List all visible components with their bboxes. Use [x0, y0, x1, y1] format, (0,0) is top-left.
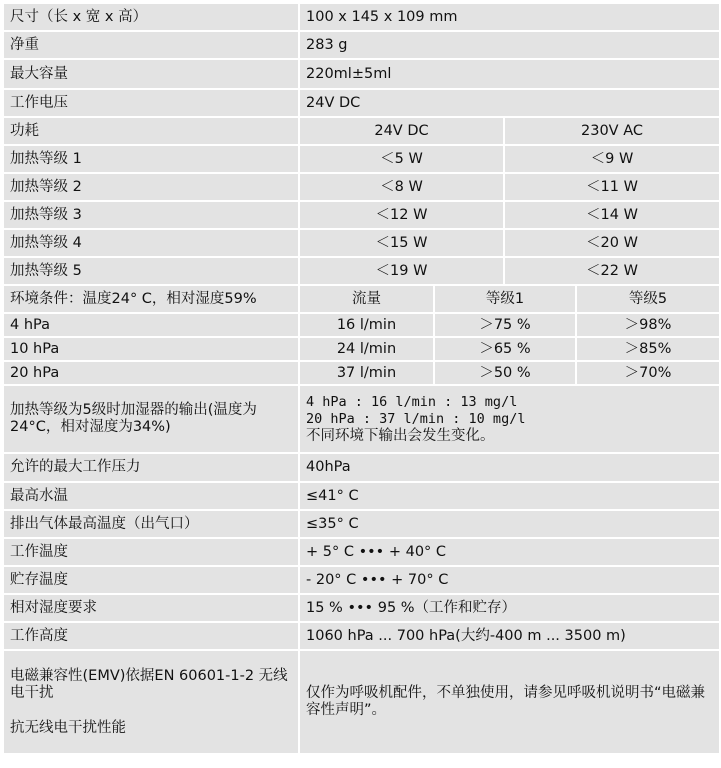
spec-value: ≤35° C [299, 510, 720, 538]
level1-value: ＞65 % [434, 337, 576, 361]
spec-value: 1060 hPa ... 700 hPa(大约-400 m ... 3500 m) [299, 622, 720, 650]
emc-label-1: 电磁兼容性(EMV)依据EN 60601-1-2 无线电干扰 [10, 667, 288, 701]
spec-value: 220ml±5ml [299, 59, 720, 89]
power-col-230v: 230V AC [504, 117, 720, 145]
spec-label: 尺寸（长 x 宽 x 高） [3, 3, 299, 31]
power-24v-value: ＜5 W [299, 145, 504, 173]
spec-value: + 5° C ••• + 40° C [299, 538, 720, 566]
spec-label: 净重 [3, 31, 299, 59]
level1-value: ＞50 % [434, 361, 576, 385]
spec-value: 24V DC [299, 89, 720, 117]
emc-label-2: 抗无线电干扰性能 [10, 719, 126, 736]
spec-label: 工作电压 [3, 89, 299, 117]
heating-level-label: 加热等级 3 [3, 201, 299, 229]
power-230v-value: ＜9 W [504, 145, 720, 173]
flow-value: 24 l/min [299, 337, 434, 361]
power-col-24v: 24V DC [299, 117, 504, 145]
output-row [3, 385, 720, 453]
humidity-col-flow: 流量 [299, 285, 434, 313]
table-row [3, 229, 720, 257]
table-row [3, 31, 720, 59]
output-note: 不同环境下输出会发生变化。 [306, 427, 495, 444]
spec-value: 15 % ••• 95 %（工作和贮存） [299, 594, 720, 622]
spec-value: 100 x 145 x 109 mm [299, 3, 720, 31]
humidity-col-level5: 等级5 [576, 285, 720, 313]
table-row [3, 3, 720, 31]
pressure-label: 10 hPa [3, 337, 299, 361]
spec-label: 最大容量 [3, 59, 299, 89]
level5-value: ＞85% [576, 337, 720, 361]
emc-labels [3, 650, 299, 754]
power-230v-value: ＜11 W [504, 173, 720, 201]
output-value [299, 385, 720, 453]
pressure-label: 4 hPa [3, 313, 299, 337]
table-row [3, 453, 720, 482]
emc-row [3, 650, 720, 754]
heating-level-label: 加热等级 1 [3, 145, 299, 173]
table-row [3, 361, 720, 385]
flow-value: 16 l/min [299, 313, 434, 337]
spec-label: 相对湿度要求 [3, 594, 299, 622]
table-row [3, 257, 720, 285]
power-header-row [3, 117, 720, 145]
power-24v-value: ＜12 W [299, 201, 504, 229]
spec-value: 283 g [299, 31, 720, 59]
table-row [3, 173, 720, 201]
table-row [3, 89, 720, 117]
table-row [3, 482, 720, 510]
level5-value: ＞98% [576, 313, 720, 337]
power-230v-value: ＜22 W [504, 257, 720, 285]
emc-value: 仅作为呼吸机配件，不单独使用，请参见呼吸机说明书“电磁兼容性声明”。 [299, 650, 720, 754]
spec-value: - 20° C ••• + 70° C [299, 566, 720, 594]
power-24v-value: ＜15 W [299, 229, 504, 257]
table-row [3, 594, 720, 622]
table-row [3, 538, 720, 566]
level5-value: ＞70% [576, 361, 720, 385]
power-230v-value: ＜14 W [504, 201, 720, 229]
spec-table [2, 2, 721, 755]
output-line-2: 20 hPa : 37 l/min : 10 mg/l [306, 410, 526, 427]
table-row [3, 510, 720, 538]
pressure-label: 20 hPa [3, 361, 299, 385]
spec-label: 贮存温度 [3, 566, 299, 594]
power-label: 功耗 [3, 117, 299, 145]
table-row [3, 145, 720, 173]
humidity-conditions-label: 环境条件：温度24° C，相对湿度59% [3, 285, 299, 313]
table-row [3, 622, 720, 650]
level1-value: ＞75 % [434, 313, 576, 337]
spec-value: ≤41° C [299, 482, 720, 510]
table-row [3, 59, 720, 89]
power-24v-value: ＜8 W [299, 173, 504, 201]
spec-value: 40hPa [299, 453, 720, 482]
heating-level-label: 加热等级 2 [3, 173, 299, 201]
power-230v-value: ＜20 W [504, 229, 720, 257]
heating-level-label: 加热等级 5 [3, 257, 299, 285]
heating-level-label: 加热等级 4 [3, 229, 299, 257]
spec-label: 工作高度 [3, 622, 299, 650]
humidity-header-row [3, 285, 720, 313]
output-label: 加热等级为5级时加湿器的输出(温度为24°C，相对湿度为34%) [3, 385, 299, 453]
table-row [3, 313, 720, 337]
spec-label: 工作温度 [3, 538, 299, 566]
spec-label: 允许的最大工作压力 [3, 453, 299, 482]
flow-value: 37 l/min [299, 361, 434, 385]
power-24v-value: ＜19 W [299, 257, 504, 285]
table-row [3, 337, 720, 361]
humidity-col-level1: 等级1 [434, 285, 576, 313]
table-row [3, 201, 720, 229]
table-row [3, 566, 720, 594]
output-line-1: 4 hPa : 16 l/min : 13 mg/l [306, 393, 518, 410]
spec-label: 排出气体最高温度（出气口） [3, 510, 299, 538]
spec-label: 最高水温 [3, 482, 299, 510]
